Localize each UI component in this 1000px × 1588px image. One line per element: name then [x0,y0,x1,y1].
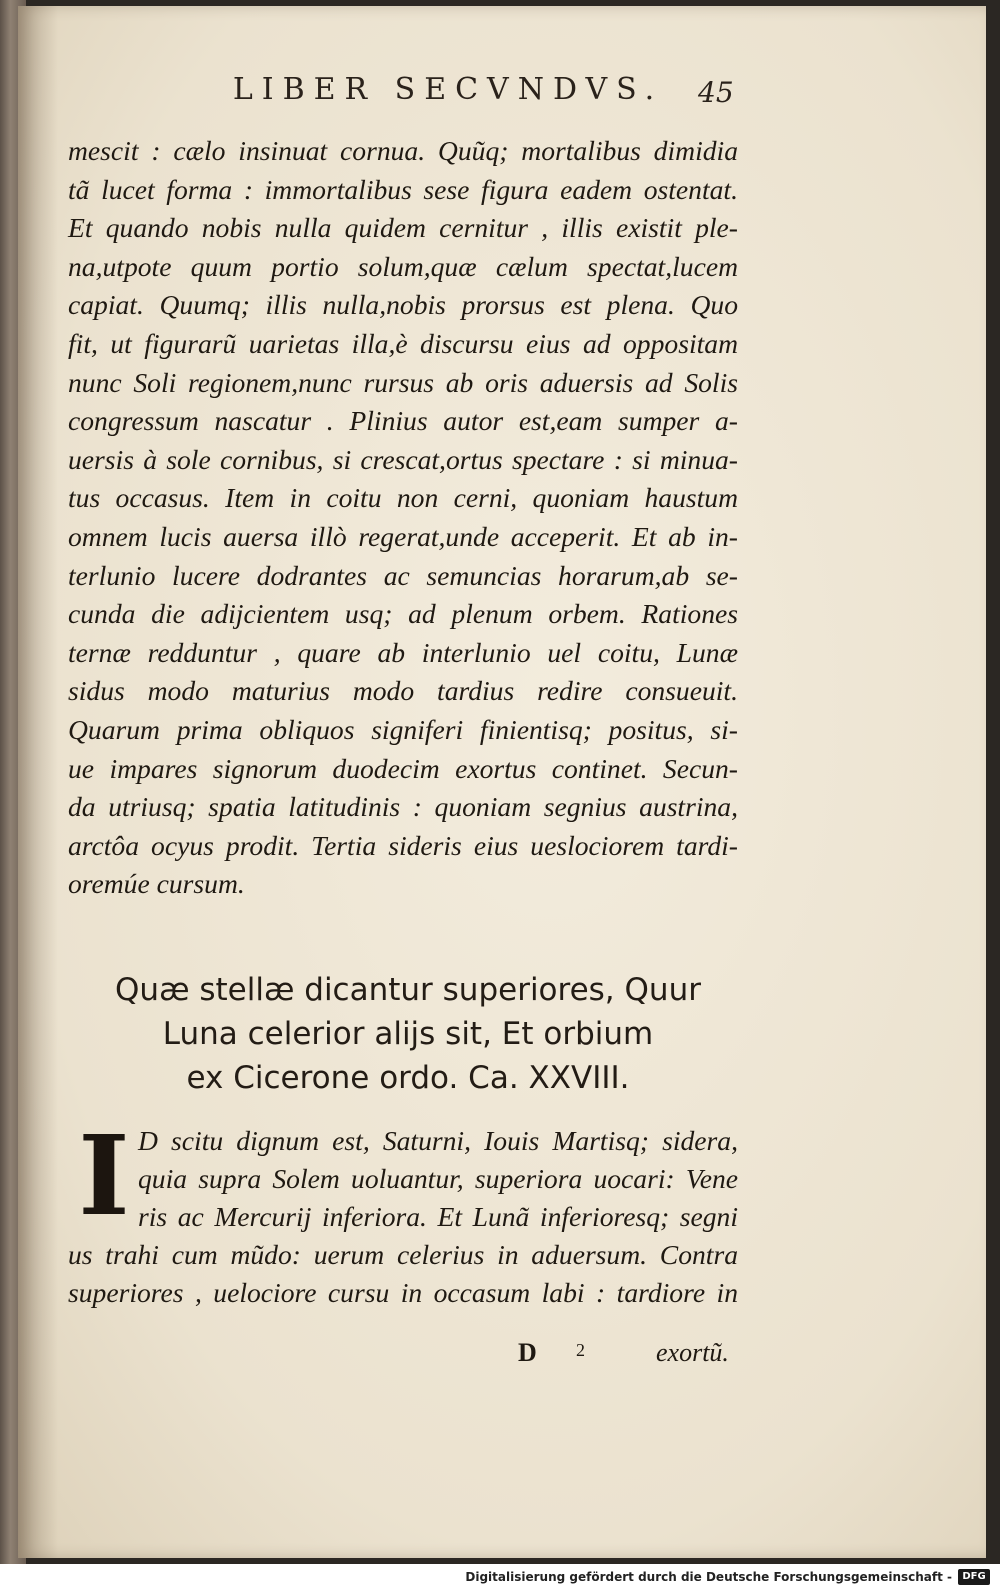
running-head: LIBER SECVNDVS. [232,72,664,107]
text-line: D scitu dignum est, Saturni, Iouis Martisq; sidera, [138,1125,738,1156]
text-line: Et quando nobis nulla quidem cernitur , illis existit ple- [68,212,738,244]
body-text [68,132,738,904]
text-line: da utriusq; spatia latitudinis : quoniam segnius austrina, [68,791,738,823]
funding-notice: Digitalisierung gefördert durch die Deutsche Forschungsgemeinschaft - [465,1570,952,1584]
text-line: quia supra Solem uoluantur, superiora uocari: Vene [138,1163,738,1194]
text-line: ternæ redduntur , quare ab interlunio uel coitu, Lunæ [68,636,738,668]
text-line: arctôa ocyus prodit. Tertia sideris eius ueslociorem tardi- [68,829,738,861]
text-line: congressum nascatur . Plinius autor est,eam sumper a- [68,405,738,437]
text-line: oremúe cursum. [68,868,245,900]
book-page [18,6,986,1558]
text-line: capiat. Quumq; illis nulla,nobis prorsus est plena. Quo [68,289,738,321]
text-line: na,utpote quum portio solum,quæ cælum spectat,lucem [68,250,738,282]
catchword: exortũ. [656,1338,729,1367]
text-line: nunc Soli regionem,nunc rursus ab oris aduersis ad Solis [68,366,738,398]
text-line: uersis à sole cornibus, si crescat,ortus spectare : si minua- [68,443,738,475]
dfg-logo: DFG [958,1569,990,1585]
heading-line: Quæ stellæ dicantur superiores, Quur [115,972,701,1008]
signature-number: 2 [576,1340,585,1360]
spine-shadow [18,6,58,1558]
signature-mark: D [518,1338,537,1367]
text-line: fit, ut figurarũ uarietas illa,è discursu eius ad oppositam [68,327,738,359]
text-line: ris ac Mercurij inferiora. Et Lunã inferioresq; segni [138,1201,738,1232]
text-line: tã lucet forma : immortalibus sese figura eadem ostentat. [68,173,738,205]
text-line: Quarum prima obliquos signiferi finientisq; positus, si- [68,713,738,745]
chapter-heading [78,968,738,1100]
chapter-body [68,1122,738,1312]
folio-number: 45 [698,76,734,109]
drop-cap-initial: I [78,1111,130,1240]
footer-bar [0,1564,1000,1588]
text-line: cunda die adijcientem usq; ad plenum orbem. Rationes [68,598,738,630]
heading-line: ex Cicerone ordo. Ca. XXVIII. [186,1060,630,1096]
text-line: mescit : cælo insinuat cornua. Quũq; mortalibus dimidia [68,135,738,166]
text-line: superiores , uelociore cursu in occasum labi : tardiore in [68,1277,738,1308]
text-line: terlunio lucere dodrantes ac semuncias horarum,ab se- [68,559,738,591]
text-line: omnem lucis auersa illò regerat,unde acceperit. Et ab in- [68,520,738,552]
text-line: tus occasus. Item in coitu non cerni, quoniam haustum [68,482,738,514]
text-line: ue impares signorum duodecim exortus continet. Secun- [68,752,738,784]
text-line: us trahi cum mũdo: uerum celerius in aduersum. Contra [68,1239,738,1270]
heading-line: Luna celerior alijs sit, Et orbium [162,1016,654,1052]
text-line: sidus modo maturius modo tardius redire consueuit. [68,675,738,707]
